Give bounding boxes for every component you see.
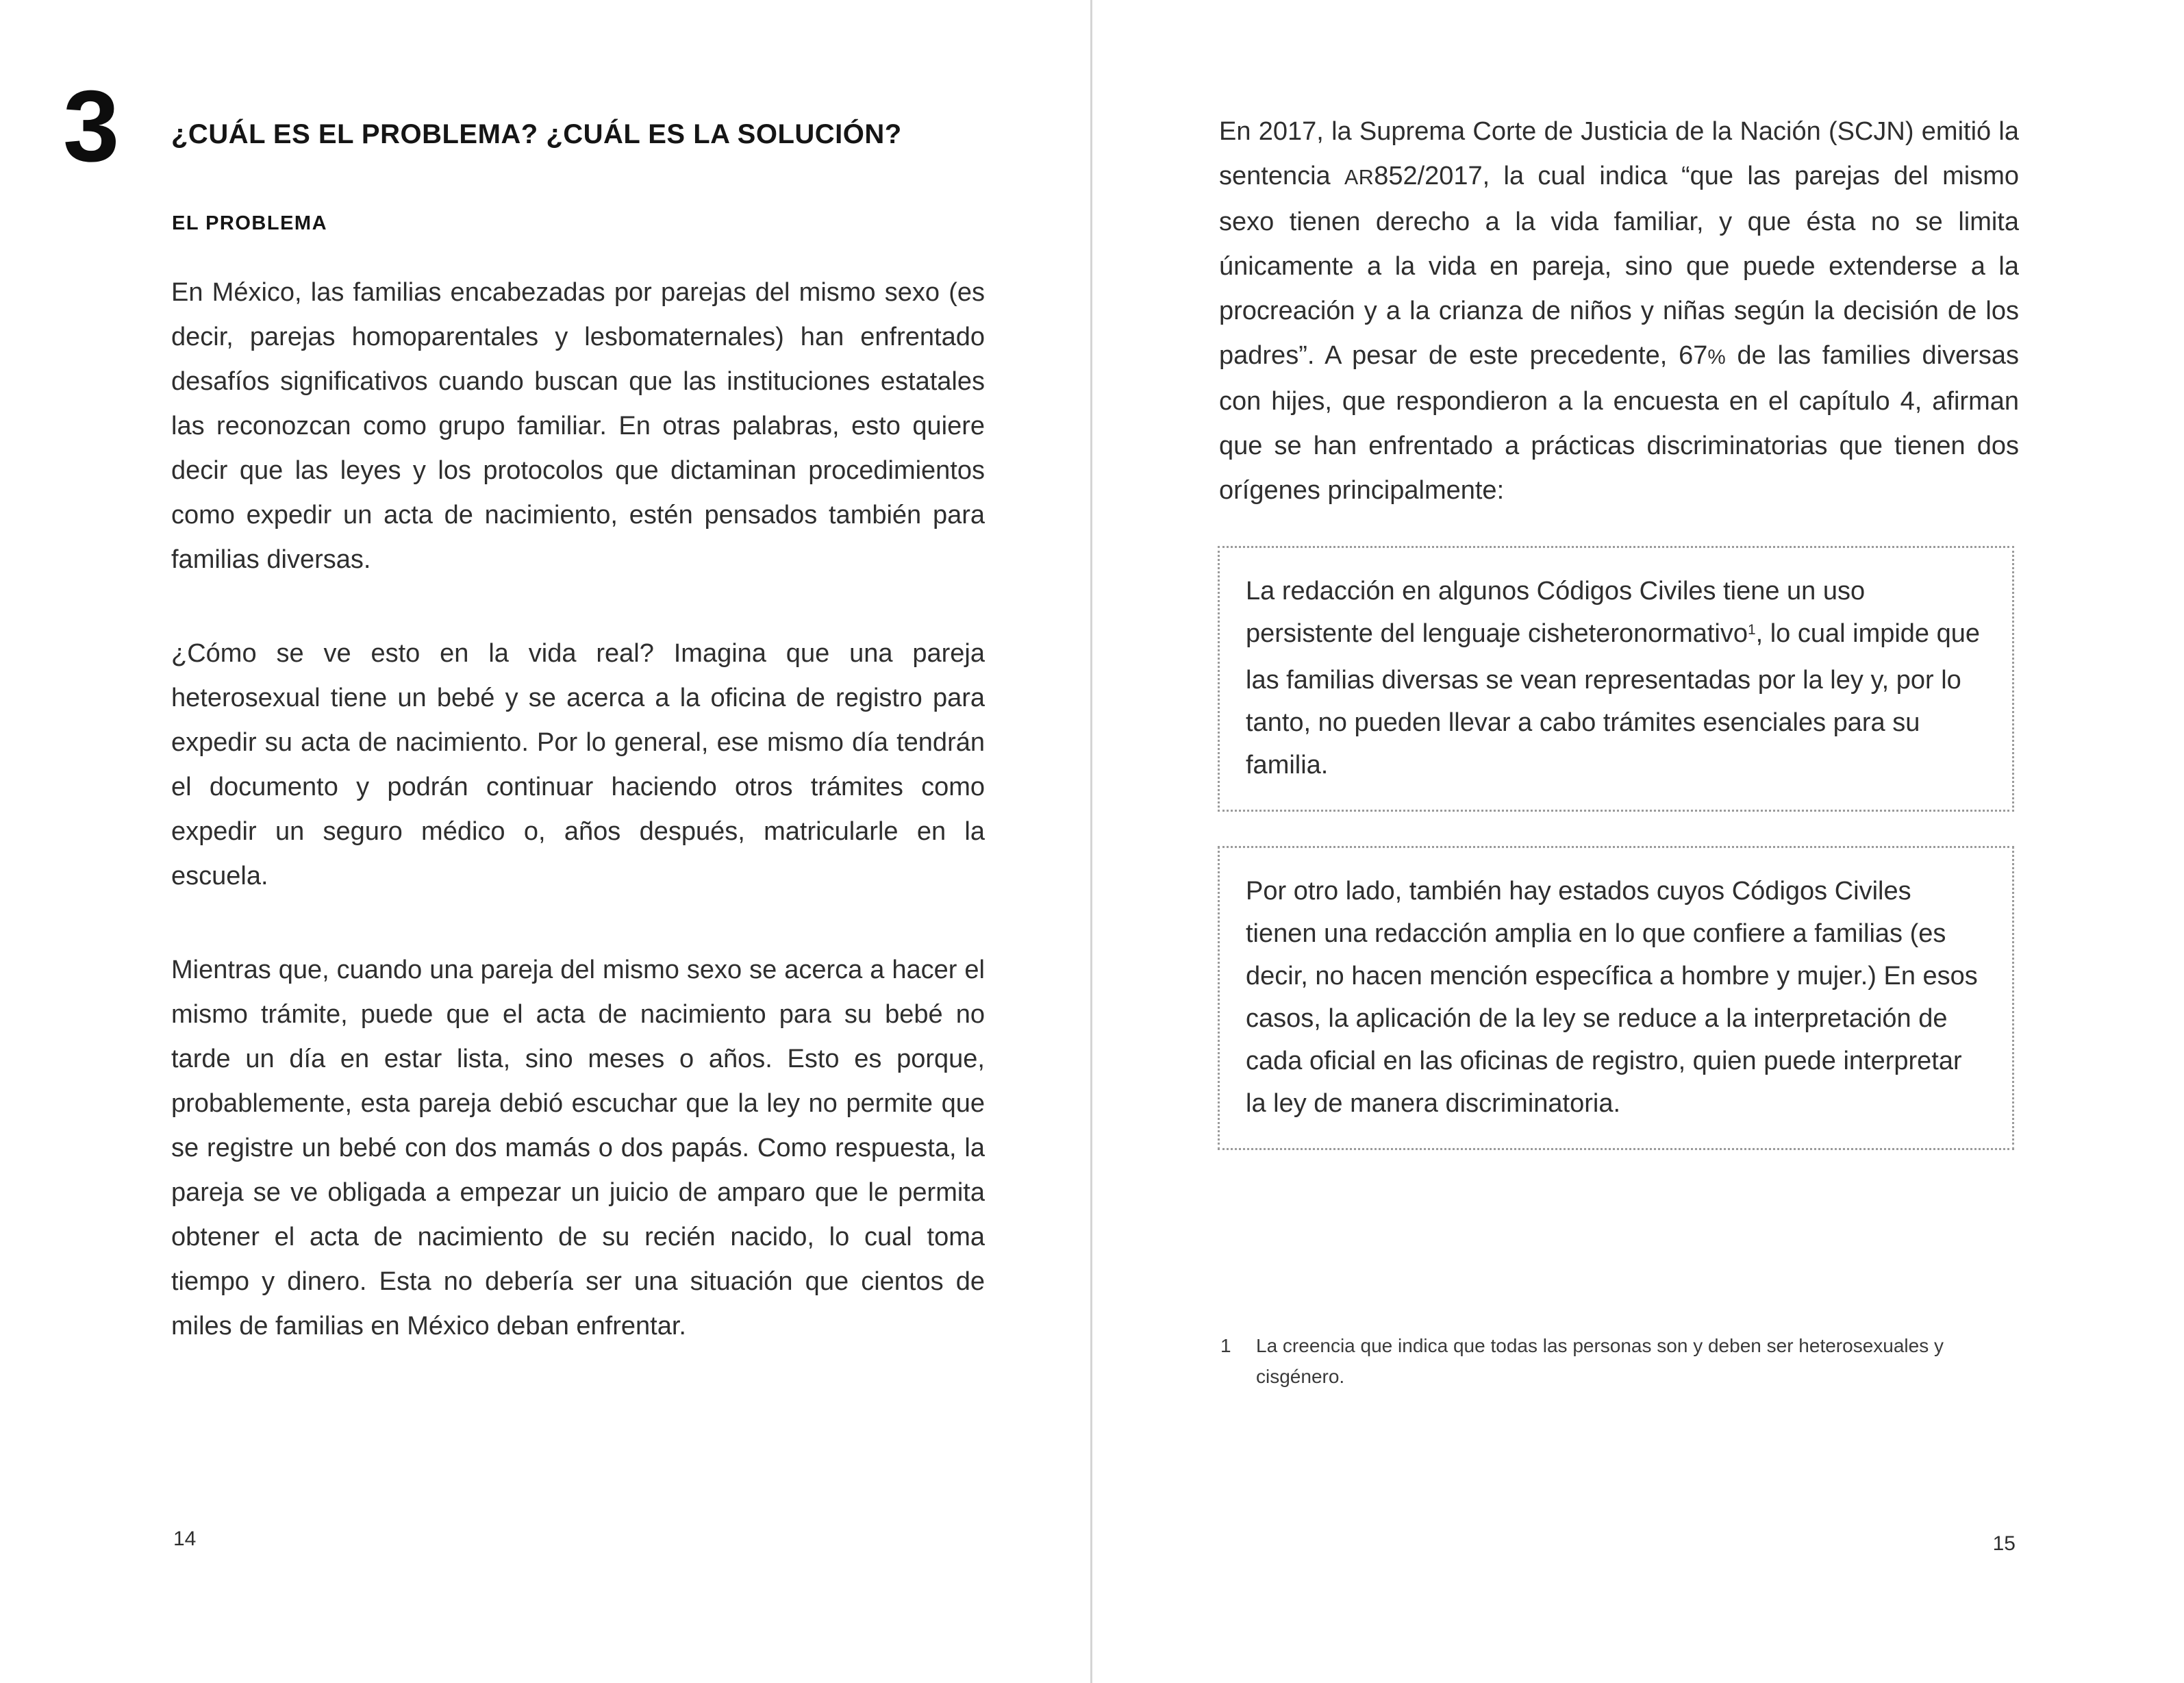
section-heading: EL PROBLEMA: [172, 212, 328, 234]
intro-text-start: En 2017, la Suprema Corte de Justicia de la Nación (SCJN) emitió la sentencia: [1219, 117, 2019, 190]
footnote: [1220, 1330, 2020, 1392]
chapter-title: ¿CUÁL ES EL PROBLEMA? ¿CUÁL ES LA SOLUCIÓN?: [171, 119, 902, 149]
page-number-right: 15: [1992, 1532, 2016, 1555]
paragraph-1: En México, las familias encabezadas por parejas del mismo sexo (es decir, parejas homoparentales y lesbomaternales) han enfrentado desafíos significativos cuando buscan que las instituciones estatales las reconozcan como grupo familiar. En otras palabras, esto quiere decir que las leyes y los protocolos que dictaminan procedimientos como expedir un acta de nacimiento, estén pensados también para familias diversas.: [171, 278, 985, 574]
callout-box-1-text: [1246, 570, 1983, 786]
box1-text-start: La redacción en algunos Códigos Civiles tiene un uso persistente del lenguaje cisheteronormativo: [1246, 577, 1866, 648]
case-reference-prefix: AR: [1344, 166, 1375, 189]
percent-sign: %: [1707, 346, 1726, 369]
page-number-left: 14: [173, 1528, 197, 1550]
page-divider: [1090, 0, 1092, 1683]
paragraph-2: ¿Cómo se ve esto en la vida real? Imagina que una pareja heterosexual tiene un bebé y se acerca a la oficina de registro para expedir su acta de nacimiento. Por lo general, ese mismo día tendrán el documento y podrán continuar haciendo otros trámites como expedir un seguro médico o, años después, matricularle en la escuela.: [171, 639, 985, 890]
intro-text-middle: 852/2017, la cual indica “que las parejas del mismo sexo tienen derecho a la vida familiar, y que ésta no se limita únicamente a la vida en pareja, sino que puede extenderse a la procreación y a la crianza de niños y niñas según la decisión de los padres”. A pesar de este precedente, 67: [1219, 162, 2019, 370]
left-body-column: [171, 271, 985, 1398]
footnote-reference-1: 1: [1747, 621, 1756, 638]
footnote-text: La creencia que indica que todas las personas son y deben ser heterosexuales y cisgénero.: [1256, 1335, 1944, 1387]
intro-text-end: de las families diversas con hijes, que respondieron a la encuesta en el capítulo 4, afirman que se han enfrentado a prácticas discriminatorias que tienen dos orígenes principalmente:: [1219, 341, 2019, 505]
callout-box-2-text: Por otro lado, también hay estados cuyos Códigos Civiles tienen una redacción amplia en lo que confiere a familias (es decir, no hacen mención específica a hombre y mujer.) En esos casos, la aplicación de la ley se reduce a la interpretación de cada oficial en las oficinas de registro, quien puede interpretar la ley de manera discriminatoria.: [1246, 877, 1978, 1118]
paragraph-3: Mientras que, cuando una pareja del mismo sexo se acerca a hacer el mismo trámite, puede que el acta de nacimiento para su bebé no tarde un día en estar lista, sino meses o años. Esto es porque, probablemente, esta pareja debió escuchar que la ley no permite que se registre un bebé con dos mamás o dos papás. Como respuesta, la pareja se ve obligada a empezar un juicio de amparo que le permita obtener el acta de nacimiento de su recién nacido, lo cual toma tiempo y dinero. Esta no debería ser una situación que cientos de miles de familias en México deban enfrentar.: [171, 956, 985, 1341]
callout-box-1: [1218, 546, 2014, 812]
callout-box-2: [1218, 846, 2014, 1150]
footnote-marker: 1: [1220, 1335, 1231, 1356]
box1-text-end: , lo cual impide que las familias diversas se vean representadas por la ley y, por lo tanto, no pueden llevar a cabo trámites esenciales para su familia.: [1246, 619, 1981, 780]
intro-paragraph: [1219, 110, 2019, 513]
chapter-number: 3: [63, 70, 117, 183]
